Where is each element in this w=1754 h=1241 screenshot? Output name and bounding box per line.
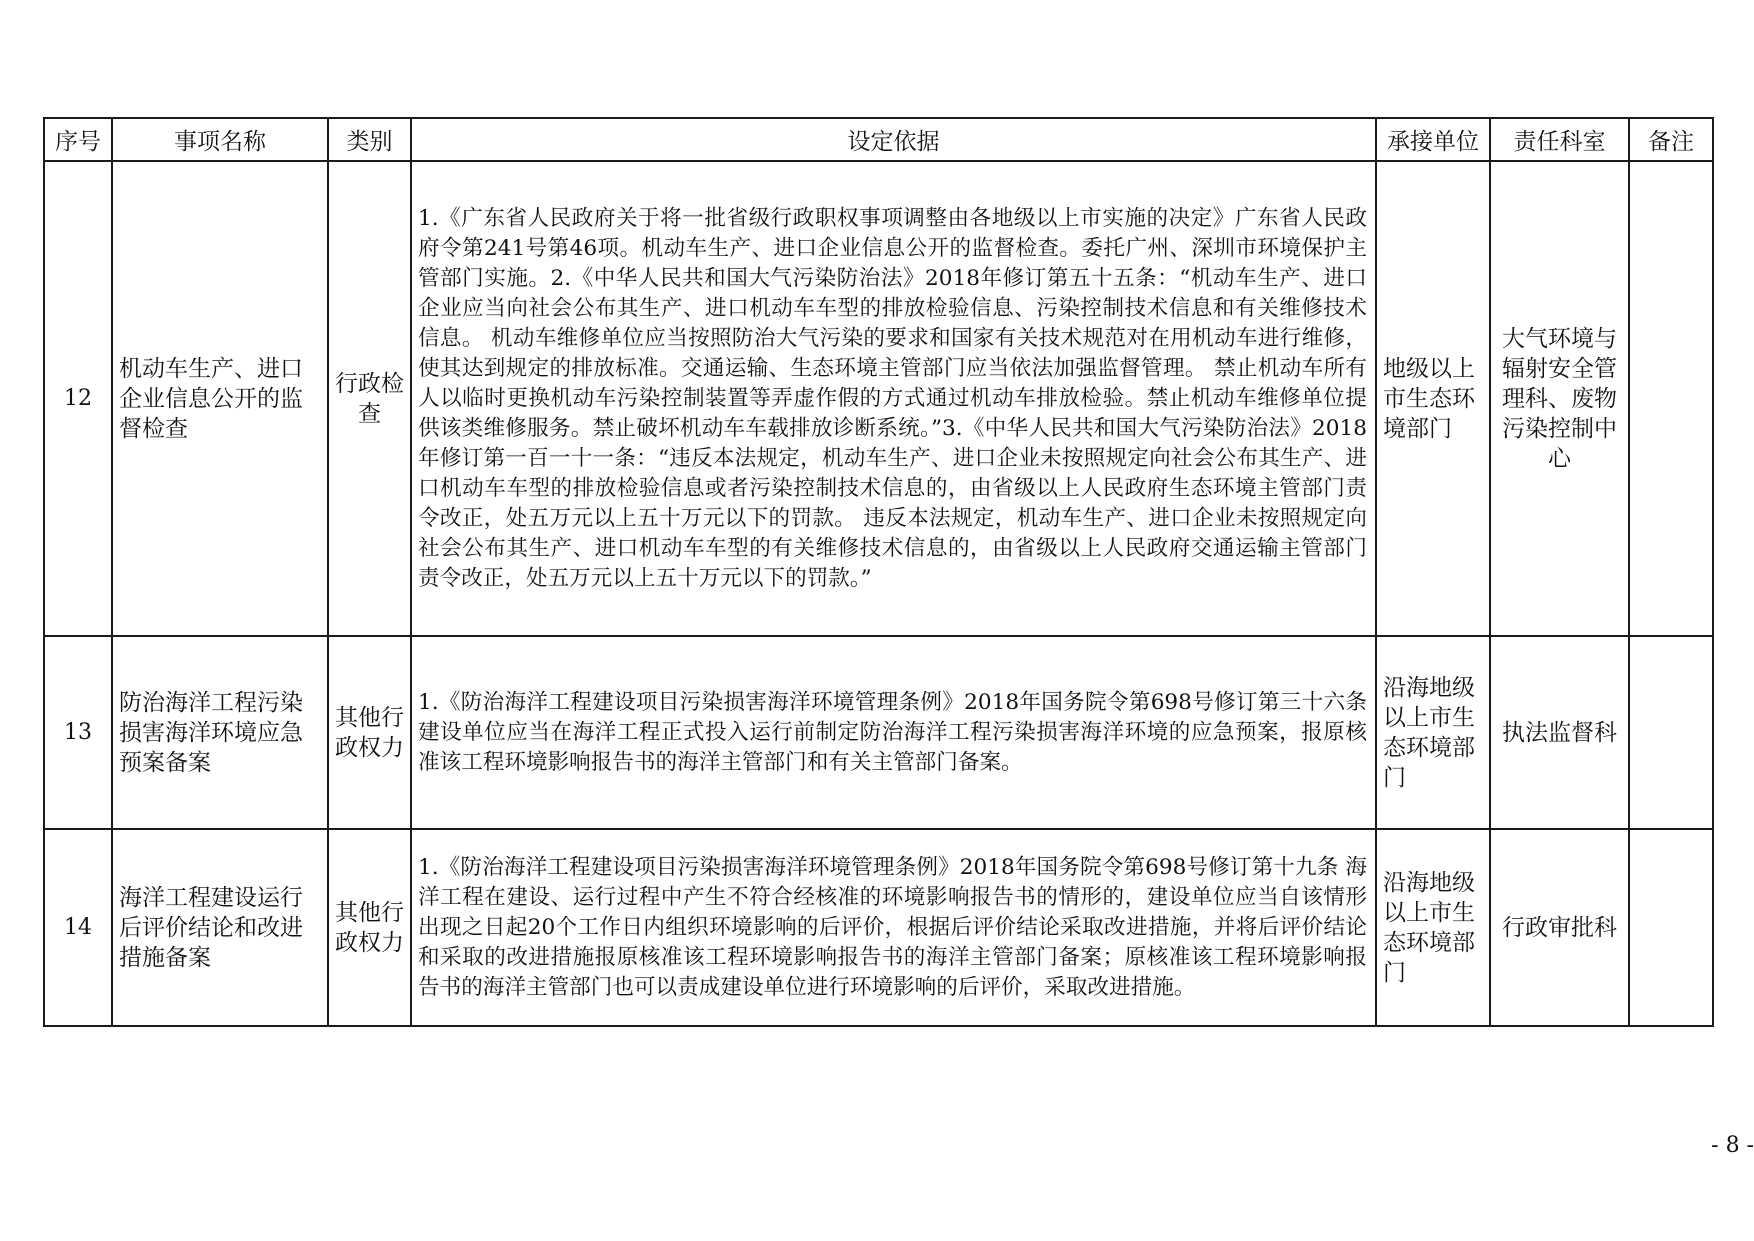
header-type: 类别 <box>328 118 411 161</box>
header-basis: 设定依据 <box>411 118 1376 161</box>
row-note <box>1629 161 1713 636</box>
row-responsible-office: 大气环境与辐射安全管理科、废物污染控制中心 <box>1490 161 1629 636</box>
row-seq: 13 <box>44 636 112 829</box>
table-row <box>44 161 1713 636</box>
header-office: 责任科室 <box>1490 118 1629 161</box>
header-name: 事项名称 <box>112 118 328 161</box>
row-seq: 14 <box>44 829 112 1026</box>
row-matter-name: 机动车生产、进口企业信息公开的监督检查 <box>112 161 328 636</box>
row-matter-name: 海洋工程建设运行后评价结论和改进措施备案 <box>112 829 328 1026</box>
row-receiving-unit: 沿海地级以上市生态环境部门 <box>1376 636 1490 829</box>
row-note <box>1629 829 1713 1026</box>
header-seq: 序号 <box>44 118 112 161</box>
row-legal-basis: 1.《防治海洋工程建设项目污染损害海洋环境管理条例》2018年国务院令第698号修订第十九条 海洋工程在建设、运行过程中产生不符合经核准的环境影响报告书的情形的，建设单位应当自该情形出现之日起20个工作日内组织环境影响的后评价，根据后评价结论采取改进措施，并将后评价结论和采取的改进措施报原核准该工程环境影响报告书的海洋主管部门备案；原核准该工程环境影响报告书的海洋主管部门也可以责成建设单位进行环境影响的后评价，采取改进措施。 <box>411 829 1376 1026</box>
header-note: 备注 <box>1629 118 1713 161</box>
table-row <box>44 636 1713 829</box>
row-seq: 12 <box>44 161 112 636</box>
row-note <box>1629 636 1713 829</box>
matters-table <box>43 117 1714 1027</box>
row-receiving-unit: 地级以上市生态环境部门 <box>1376 161 1490 636</box>
table-header-row <box>44 118 1713 161</box>
header-unit: 承接单位 <box>1376 118 1490 161</box>
page-number: - 8 - <box>1711 1133 1754 1158</box>
table-row <box>44 829 1713 1026</box>
row-category: 其他行政权力 <box>328 636 411 829</box>
row-receiving-unit: 沿海地级以上市生态环境部门 <box>1376 829 1490 1026</box>
row-legal-basis: 1.《防治海洋工程建设项目污染损害海洋环境管理条例》2018年国务院令第698号修订第三十六条 建设单位应当在海洋工程正式投入运行前制定防治海洋工程污染损害海洋环境的应急预案，报原核准该工程环境影响报告书的海洋主管部门和有关主管部门备案。 <box>411 636 1376 829</box>
row-category: 行政检查 <box>328 161 411 636</box>
row-legal-basis: 1.《广东省人民政府关于将一批省级行政职权事项调整由各地级以上市实施的决定》广东省人民政府令第241号第46项。机动车生产、进口企业信息公开的监督检查。委托广州、深圳市环境保护主管部门实施。2.《中华人民共和国大气污染防治法》2018年修订第五十五条：“机动车生产、进口企业应当向社会公布其生产、进口机动车车型的排放检验信息、污染控制技术信息和有关维修技术信息。 机动车维修单位应当按照防治大气污染的要求和国家有关技术规范对在用机动车进行维修，使其达到规定的排放标准。交通运输、生态环境主管部门应当依法加强监督管理。 禁止机动车所有人以临时更换机动车污染控制装置等弄虚作假的方式通过机动车排放检验。禁止机动车维修单位提供该类维修服务。禁止破坏机动车车载排放诊断系统。”3.《中华人民共和国大气污染防治法》2018年修订第一百一十一条：“违反本法规定，机动车生产、进口企业未按照规定向社会公布其生产、进口机动车车型的排放检验信息或者污染控制技术信息的，由省级以上人民政府生态环境主管部门责令改正，处五万元以上五十万元以下的罚款。 违反本法规定，机动车生产、进口企业未按照规定向社会公布其生产、进口机动车车型的有关维修技术信息的，由省级以上人民政府交通运输主管部门责令改正，处五万元以上五十万元以下的罚款。” <box>411 161 1376 636</box>
row-category: 其他行政权力 <box>328 829 411 1026</box>
row-responsible-office: 行政审批科 <box>1490 829 1629 1026</box>
row-responsible-office: 执法监督科 <box>1490 636 1629 829</box>
row-matter-name: 防治海洋工程污染损害海洋环境应急预案备案 <box>112 636 328 829</box>
